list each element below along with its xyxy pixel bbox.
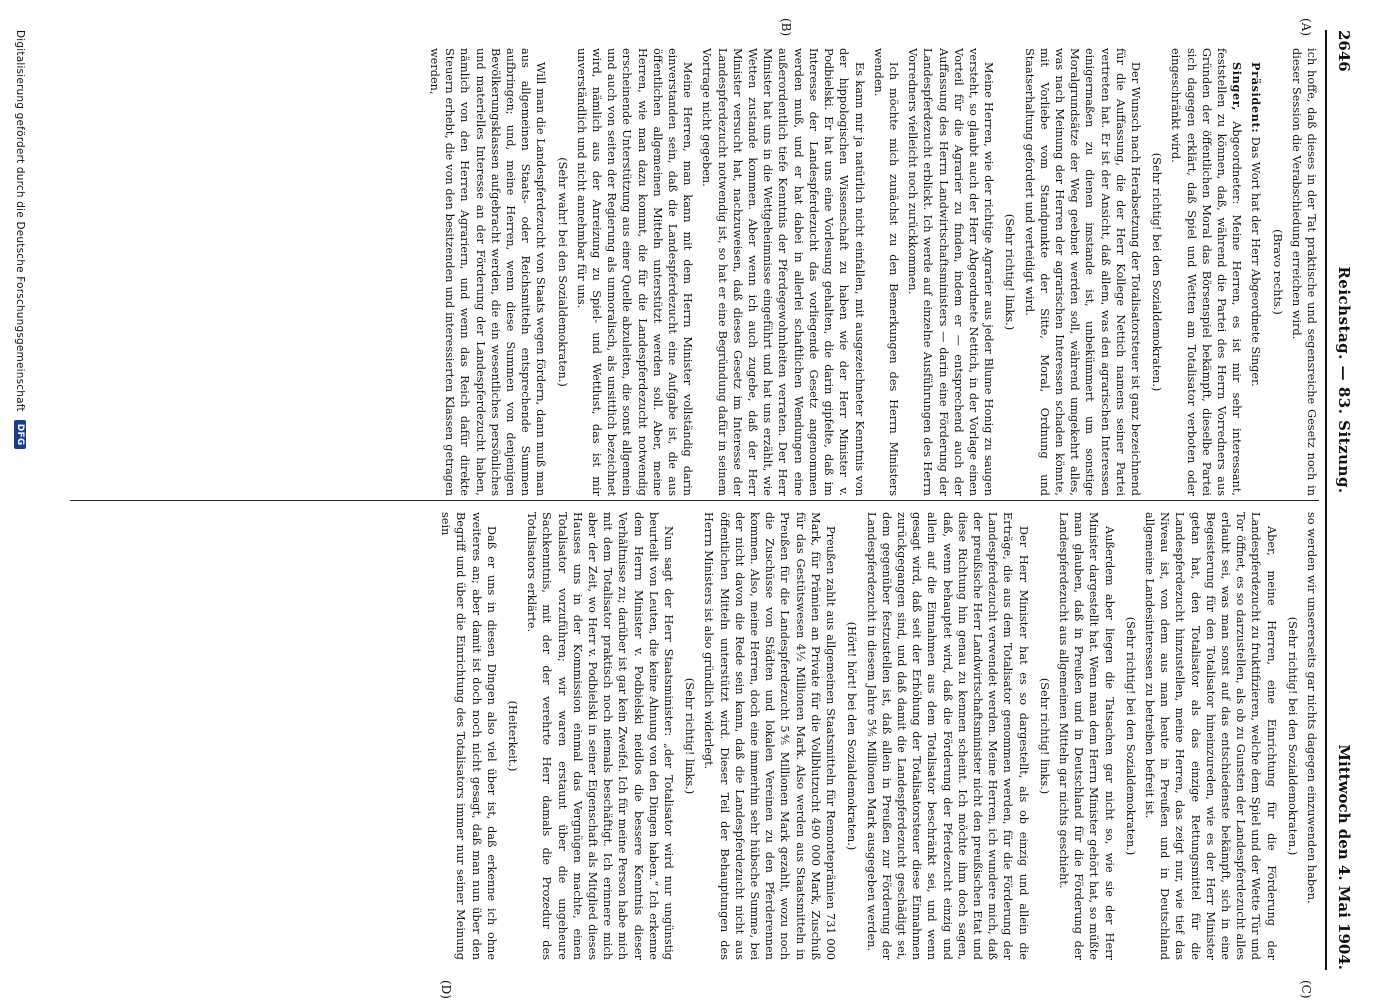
margin-marker-d: (D) [439, 980, 453, 999]
speaker-name: Präsident: [1249, 62, 1264, 134]
paragraph: Meine Herren, man kann mit dem Herrn Minister vollständig darin einverstanden sein, daß die Landespferdezucht eine Aufgabe ist, die aus öffentlichen allgemeinen Mitteln unterstützt werden soll. Aber, meine Herren, wie man dazu kommt, die für die Landespferdezucht notwendig erscheinende Unterstützung aus einer Quelle abzuleiten, die sonst allgemein und auch von seiten der Regierung als unmoralisch, als unsittlich bezeichnet wird, nämlich aus der Anreizung zu Spiel- und Wettlust, das ist mir unverständlich und nicht annehmbar für uns. [574, 48, 695, 496]
page-number: 2646 [1335, 30, 1353, 72]
column-divider [70, 500, 1319, 501]
interjection: (Sehr richtig! links.) [683, 677, 697, 795]
paragraph: Meine Herren, wie der richtige Agrarier aus jeder Blume Honig zu saugen versteht, so glaubt auch der Herr Abgeordnete Nettich, in der Vorlage einen Vorteil für die Agrarier zu finden, indem er — entsprechend auch der Auffassung des Herrn Landwirtschaftsministers — darin eine Förderung der Landespferdezucht erblickt. Ich werde auf einzelne Ausführungen des Herrn Vorredners vielleicht noch zurückkommen. [906, 48, 996, 496]
interjection: (Bravo rechts.) [1270, 229, 1284, 315]
interjection: (Sehr richtig! bei den Sozialdemokraten.) [1123, 616, 1137, 856]
header-rule [1325, 30, 1327, 970]
digitization-credit [12, 30, 28, 970]
interjection: (Hört! hört! bei den Sozialdemokraten.) [845, 621, 859, 851]
paragraph: Preußen zahlt aus allgemeinen Staatsmitteln für Remonteprämien 731 000 Mark, für Prämien an Private für die Vollblutzucht 490 000 Mark, Zuschuß für das Gestütswesen 4½ Millionen Mark. Also werden aus Staatsmitteln in Preußen für die Landespferdezucht 5⅘ Millionen Mark gezahlt, wozu noch die Zuschüsse von Städten und lokalen Vereinen zu den Pferderennen kommen. Also, meine Herren, doch eine immerhin sehr hübsche Summe, bei der nicht davon die Rede sein kann, daß die Landespferdezucht nicht aus öffentlichen Mitteln unterstützt wird. Dieser Teil der Behauptungen des Herrn Ministers ist also gründlich widerlegt. [702, 512, 838, 960]
paragraph [1248, 48, 1263, 496]
interjection: (Sehr richtig! links.) [1003, 213, 1017, 331]
speech-text: Abgeordneter: Meine Herren, es ist mir sehr interessant, feststellen zu können, daß, während die Partei des Herrn Vorredners aus Gründen der öffentlichen Moral das Börsenspiel bekämpft, dieselbe Partei sich dagegen erklärt, daß Spiel und Wetten am Totalisator verboten oder eingeschränkt wird. [1169, 48, 1244, 496]
interjection: (Sehr richtig! links.) [1037, 677, 1051, 795]
dfg-logo: DFG [14, 420, 26, 450]
paragraph: Daß er uns in diesen Dingen also viel über ist, daß erkenne ich ohne weiteres an; aber damit ist doch noch nicht gesagt, daß man nun über den Begriff und über die Einrichtung des Totalisators immer nur seiner Meinung sein [439, 512, 498, 960]
right-column [70, 512, 1319, 960]
page-header [1333, 30, 1355, 970]
paragraph: Außerdem aber liegen die Tatsachen gar nicht so, wie sie der Herr Minister dargestellt hat. Wenn man dem Herrn Minister gehört hat, so müßte man glauben, daß in Preußen und in Deutschland für die Förderung der Landespferdezucht aus allgemeinen Mitteln gar nichts geschieht. [1056, 512, 1116, 960]
paragraph: ich hoffe, daß dieses in der Tat praktische und segensreiche Gesetz noch in dieser Session die Verabschiedung erreichen wird. [1289, 48, 1318, 496]
interjection: (Sehr wahr! bei den Sozialdemokraten.) [555, 157, 569, 387]
paragraph [1168, 48, 1244, 496]
session-title: Reichstag. — 83. Sitzung. [1335, 266, 1353, 494]
margin-marker-b: (B) [779, 18, 793, 37]
left-column [70, 48, 1319, 496]
interjection: (Sehr richtig! bei den Sozialdemokraten.) [1285, 616, 1299, 856]
margin-marker-c: (C) [1299, 980, 1313, 999]
paragraph: Der Wunsch nach Herabsetzung der Totalisatorsteuer ist ganz bezeichnend für die Auffassung, die der Herr Kollege Nettich namens seiner Partei vertreten hat. Er ist der Ansicht, daß allem, was den agrarischen Interessen einigermaßen zu dienen imstande ist, unbekümmert um sonstige Moralgrundsätze der Weg geebnet werden soll, während umgekehrt alles, was nach Meinung der Herren der agrarischen Interessen schaden könnte, mit Vorliebe vom Standpunkte der Sitte, Moral, Ordnung und Staatserhaltung gefordert und verteidigt wird. [1022, 48, 1142, 496]
paragraph: Es kann mir ja natürlich nicht einfallen, mit ausgezeichneter Kenntnis von der hippologischen Wissenschaft zu haben wie der Herr Minister v. Podbielski. Er hat uns eine Vorlesung gehalten, die darin gipfelte, daß im Interesse der Landespferdezucht das vorliegende Gesetz angenommen werden muß, und er hat dabei in allerlei schaftlichen Wendungen eine außerordentlich tiefe Kenntnis der Pferdegewohnheiten verraten. Der Herr Minister hat uns in die Wettgeheimnisse eingeführt und hat uns erzählt, wie Wetten zustande kommen. Aber wenn ich auch zugebe, daß der Herr Minister versucht hat, nachzuweisen, daß dieses Gesetz im Interesse der Landespferdezucht notwendig ist, so hat er eine Begründung dafür in seinem Vortrage nicht gegeben. [700, 48, 866, 496]
speaker-name: Singer, [1230, 62, 1245, 112]
paragraph: Ich möchte mich zunächst zu den Bemerkungen des Herrn Ministers wenden. [871, 48, 900, 496]
interjection: (Sehr richtig! bei den Sozialdemokraten.) [1150, 152, 1164, 392]
margin-marker-a: (A) [1299, 18, 1313, 37]
credit-text: Digitalisierung gefördert durch die Deutsche Forschungsgemeinschaft [14, 30, 26, 412]
paragraph: so werden wir unsererseits gar nichts dagegen einzuwenden haben. [1305, 512, 1318, 904]
interjection: (Heiterkeit.) [506, 700, 520, 772]
paragraph: Will man die Landespferdezucht von Staats wegen fördern, dann muß man aus allgemeinen Staats- oder Reichsmitteln entsprechende Summen aufbringen; und, meine Herren, wenn diese Summen von denjenigen Bevölkerungsklassen aufgebracht werden, die ein wesentliches persönliches und materielles Interesse an der Förderung der Landespferdezucht haben, nämlich von den Herren Agrariern, und wenn das Reich dafür direkte Steuern erhebt, die von den besitzenden und interessierten Klassen getragen werden, [428, 48, 548, 496]
speech-text: Das Wort hat der Herr Abgeordnete Singer. [1249, 133, 1263, 387]
paragraph: Nun sagt der Herr Staatsminister: „der Totalisator wird nur ungünstig beurteilt von Leuten, die keine Ahnung von den Dingen haben.“ Ich erkenne dem Herrn Minister v. Podbielski neidlos die bessere Kenntnis dieser Verhältnisse zu; darüber ist gar kein Zweifel. Ich für meine Person habe mich mit dem Totalisator praktisch noch niemals beschäftigt. Ich erinnere mich aber der Zeit, wo Herr v. Podbielski in seiner Eigenschaft als Mitglied dieses Hauses uns in der Kommission einmal das Vergnügen machte, einen Totalisator vorzuführen; wir waren erstaunt über die ungeheure Sachkenntnis, mit der der verehrte Herr damals die Prozedur des Totalisators erklärte. [525, 512, 676, 960]
session-date: Mittwoch den 4. Mai 1904. [1335, 744, 1353, 970]
paragraph: Der Herr Minister hat es so dargestellt, als ob einzig und allein die Erträge, die aus dem Totalisator genommen werden, für die Förderung der Landespferdezucht verwendet werden. Meine Herren, ich wundere mich, daß der preußische Herr Landwirtschaftsminister nicht den preußischen Etat und diese Richtung hin genau zu kennen scheint. Ich möchte ihm doch sagen, daß, wenn behauptet wird, daß die Förderung der Pferdezucht einzig und allein auf die Einnahmen aus dem Totalisator beschränkt sei, und wenn gesagt wird, daß seit der Erhöhung der Totalisatorsteuer diese Einnahmen zurückgegangen sind, und daß damit die Landespferdezucht geschädigt sei, dem gegenüber festzustellen ist, daß allein in Preußen zur Förderung der Landespferdezucht in diesem Jahre 5⅘ Millionen Mark ausgegeben werden. [864, 512, 1030, 960]
paragraph: Aber, meine Herren, eine Einrichtung für die Förderung der Landespferdezucht zu fruktifizieren, welche dem Spiel und der Wette Tür und Tor öffnet, es so darzustellen, als ob zu Gunsten der Landespferdezucht alles erlaubt sei, was man sonst auf das entschiedenste bekämpft, sich in eine Begeisterung für den Totalisator hineinzureden, wie es der Herr Minister getan hat, den Totalisator als das einzige Rettungsmittel für die Landespferdezucht hinzustellen, meine Herren, das zeigt nur, wie tief das Niveau ist, von dem aus man heute in Preußen und in Deutschland allgemeine Landesinteressen zu betreiben befreit ist. [1142, 512, 1278, 960]
